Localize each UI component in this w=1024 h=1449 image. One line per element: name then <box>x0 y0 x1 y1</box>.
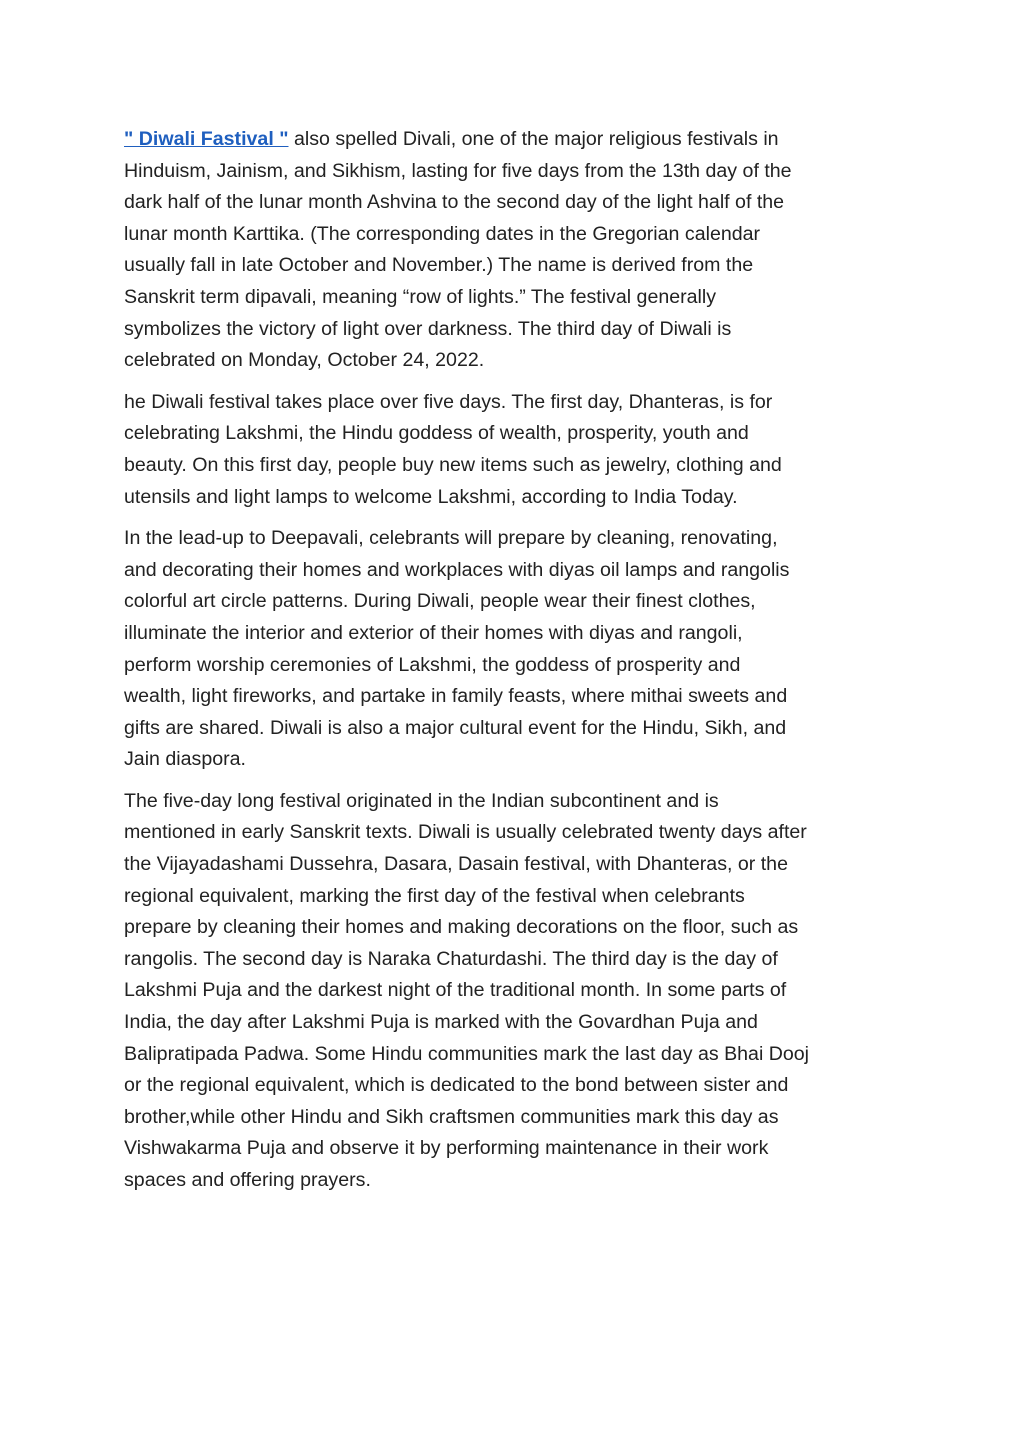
paragraph-4: The five-day long festival originated in the Indian subcontinent and is mentioned in early Sanskrit texts. Diwali is usually celebrated twenty days after the Vijayadashami Dussehra, Dasara, Dasain festival, with Dhanteras, or the regional equivalent, marking the first day of the festival when celebrants prepare by cleaning their homes and making decorations on the floor, such as rangolis. The second day is Naraka Chaturdashi. The third day is the day of Lakshmi Puja and the darkest night of the traditional month. In some parts of India, the day after Lakshmi Puja is marked with the Govardhan Puja and Balipratipada Padwa. Some Hindu communities mark the last day as Bhai Dooj or the regional equivalent, which is dedicated to the bond between sister and brother,while other Hindu and Sikh craftsmen communities mark this day as Vishwakarma Puja and observe it by performing maintenance in their work spaces and offering prayers. <box>124 789 810 1191</box>
paragraph-1 <box>124 124 904 377</box>
document-body <box>124 124 904 1207</box>
paragraph-2: he Diwali festival takes place over five days. The first day, Dhanteras, is for celebrating Lakshmi, the Hindu goddess of wealth, prosperity, youth and beauty. On this first day, people buy new items such as jewelry, clothing and utensils and light lamps to welcome Lakshmi, according to India Today. <box>124 390 782 508</box>
diwali-festival-link[interactable]: " Diwali Fastival " <box>124 128 289 150</box>
paragraph-1-text: also spelled Divali, one of the major religious festivals in Hinduism, Jainism, and Sikhism, lasting for five days from the 13th day of the dark half of the lunar month Ashvina to the second day of the light half of the lunar month Karttika. (The corresponding dates in the Gregorian calendar usually fall in late October and November.) The name is derived from the Sanskrit term dipavali, meaning “row of lights.” The festival generally symbolizes the victory of light over darkness. The third day of Diwali is celebrated on Monday, October 24, 2022. <box>124 128 792 372</box>
paragraph-3: In the lead-up to Deepavali, celebrants will prepare by cleaning, renovating, and decorating their homes and workplaces with diyas oil lamps and rangolis colorful art circle patterns. During Diwali, people wear their finest clothes, illuminate the interior and exterior of their homes with diyas and rangoli, perform worship ceremonies of Lakshmi, the goddess of prosperity and wealth, light fireworks, and partake in family feasts, where mithai sweets and gifts are shared. Diwali is also a major cultural event for the Hindu, Sikh, and Jain diaspora. <box>124 527 790 771</box>
